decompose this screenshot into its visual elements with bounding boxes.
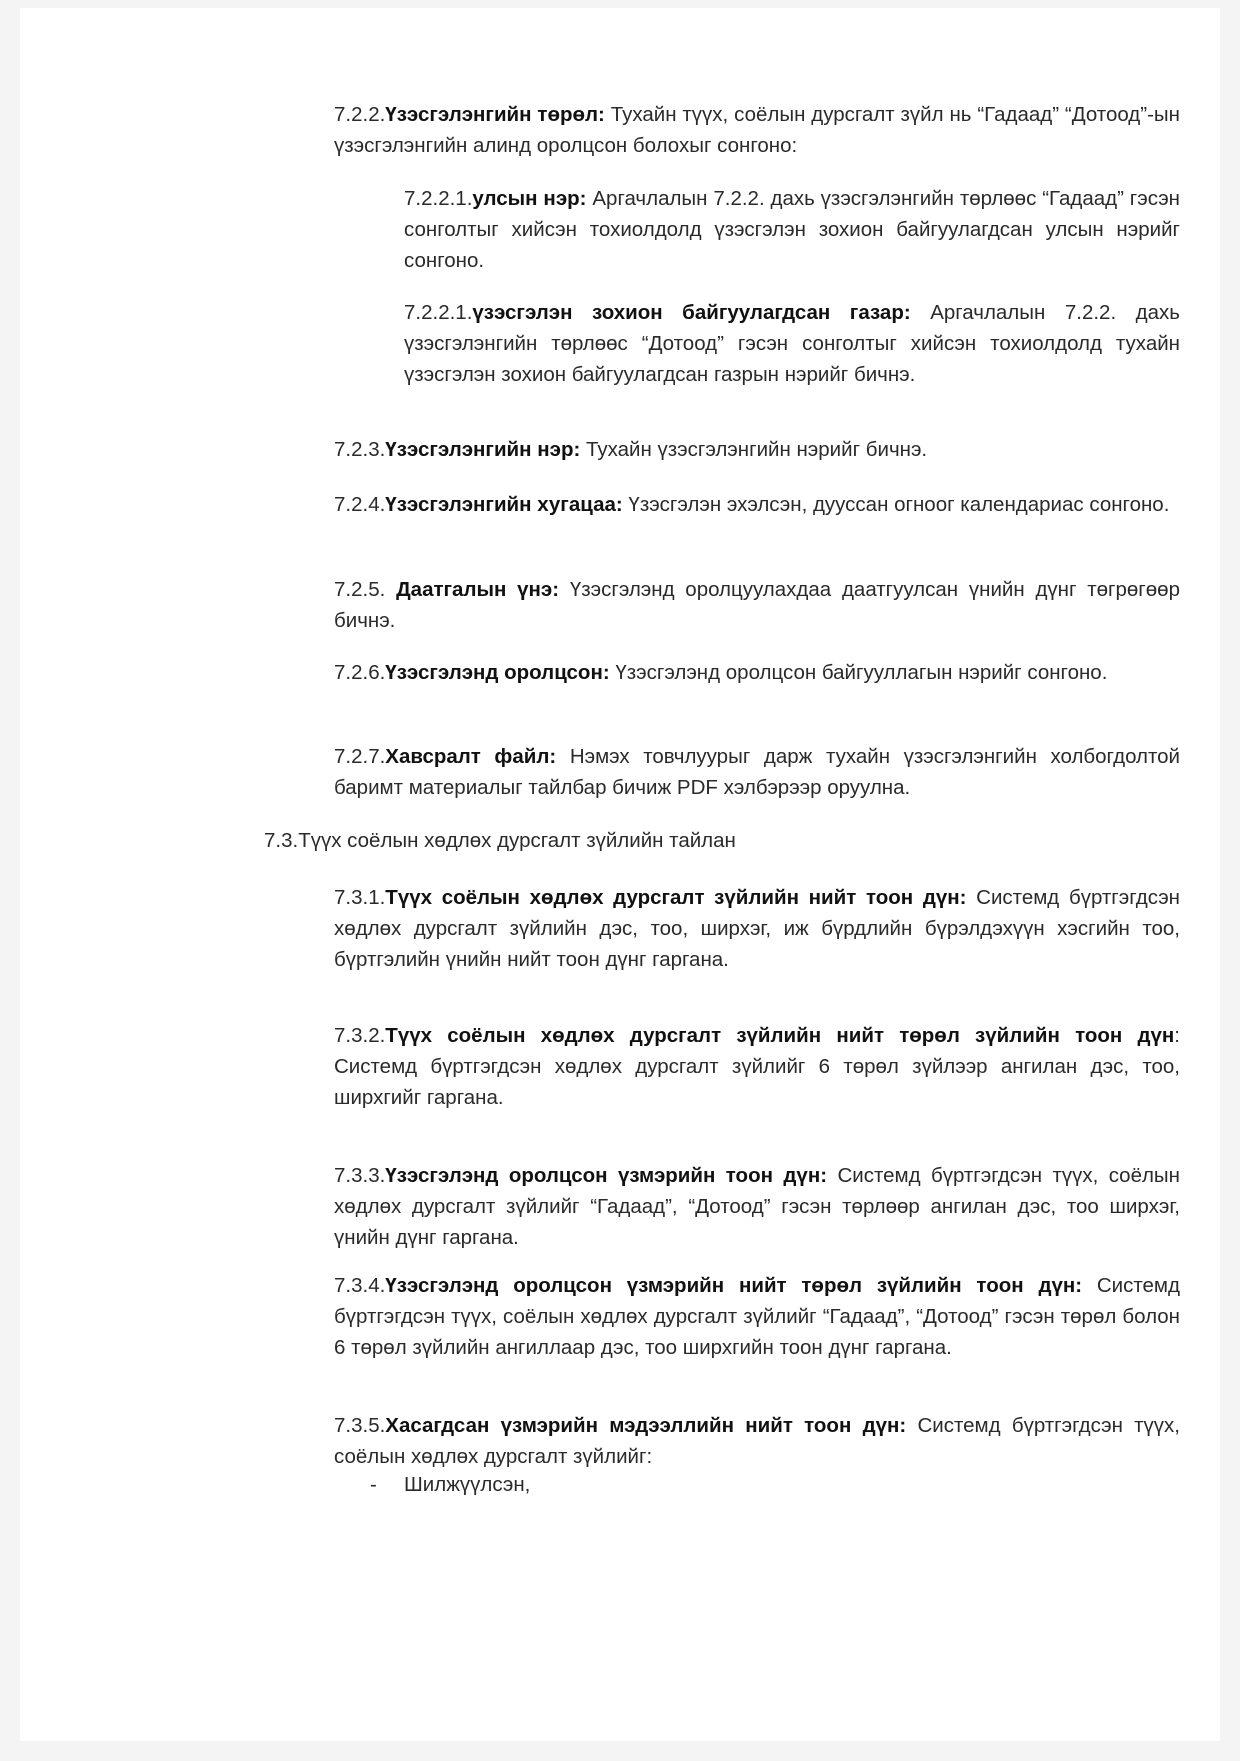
section-7-3-5: 7.3.5.Хасагдсан үзмэрийн мэдээллийн нийт тоон дүн: Системд бүртгэгдсэн түүх, соёлын хөдлөх дурсгалт зүйлийг: [334, 1414, 1180, 1468]
section-7-2-4: 7.2.4.Үзэсгэлэнгийн хугацаа: Үзэсгэлэн эхэлсэн, дууссан огноог календариас сонгоно. [334, 493, 1170, 516]
section-7-2-2: 7.2.2.Үзэсгэлэнгийн төрөл: Тухайн түүх, соёлын дурсгалт зүйл нь “Гадаад” “Дотоод”-ын үзэсгэлэнгийн алинд оролцсон болохыг сонгоно: [334, 103, 1180, 157]
section-7-3-3: 7.3.3.Үзэсгэлэнд оролцсон үзмэрийн тоон дүн: Системд бүртгэгдсэн түүх, соёлын хөдлөх дурсгалт зүйлийг “Гадаад”, “Дотоод” гэсэн төрлөөр ангилан дэс, тоо ширхэг, үнийн дүнг гаргана. [334, 1164, 1180, 1249]
section-7-2-2-1-country: 7.2.2.1.улсын нэр: Аргачлалын 7.2.2. дахь үзэсгэлэнгийн төрлөөс “Гадаад” гэсэн сонголтыг хийсэн тохиолдолд үзэсгэлэн зохион байгуулагдсан улсын нэрийг сонгоно. [404, 187, 1181, 272]
section-7-2-7: 7.2.7.Хавсралт файл: Нэмэх товчлуурыг дарж тухайн үзэсгэлэнгийн холбогдолтой баримт материалыг тайлбар бичиж PDF хэлбэрээр оруулна. [334, 745, 1180, 799]
section-7-3-heading: 7.3.Түүх соёлын хөдлөх дурсгалт зүйлийн тайлан [264, 829, 736, 852]
section-7-2-6: 7.2.6.Үзэсгэлэнд оролцсон: Үзэсгэлэнд оролцсон байгууллагын нэрийг сонгоно. [334, 661, 1108, 684]
section-7-2-3: 7.2.3.Үзэсгэлэнгийн нэр: Тухайн үзэсгэлэнгийн нэрийг бичнэ. [334, 438, 928, 461]
section-7-2-2-1-location: 7.2.2.1.үзэсгэлэн зохион байгуулагдсан газар: Аргачлалын 7.2.2. дахь үзэсгэлэнгийн төрлөөс “Дотоод” гэсэн сонголтыг хийсэн тохиолдолд тухайн үзэсгэлэн зохион байгуулагдсан газрын нэрийг бичнэ. [404, 301, 1180, 386]
document-page [20, 8, 1220, 1741]
section-7-2-5: 7.2.5. Даатгалын үнэ: Үзэсгэлэнд оролцуулахдаа даатгуулсан үнийн дүнг төгрөгөөр бичнэ. [334, 578, 1180, 632]
section-7-3-4: 7.3.4.Үзэсгэлэнд оролцсон үзмэрийн нийт төрөл зүйлийн тоон дүн: Системд бүртгэгдсэн түүх, соёлын хөдлөх дурсгалт зүйлийг “Гадаад”, “Дотоод” гэсэн төрөл болон 6 төрөл зүйлийн ангиллаар дэс, тоо ширхгийн тоон дүнг гаргана. [334, 1274, 1180, 1359]
section-7-3-1: 7.3.1.Түүх соёлын хөдлөх дурсгалт зүйлийн нийт тоон дүн: Системд бүртгэгдсэн хөдлөх дурсгалт зүйлийн дэс, тоо, ширхэг, иж бүрдлийн бүрэлдэхүүн хэсгийн тоо, бүртгэлийн үнийн нийт тоон дүнг гаргана. [334, 886, 1180, 971]
list-item: - Шилжүүлсэн, [370, 1473, 531, 1496]
section-7-3-2: 7.3.2.Түүх соёлын хөдлөх дурсгалт зүйлийн нийт төрөл зүйлийн тоон дүн: Системд бүртгэгдсэн хөдлөх дурсгалт зүйлийг 6 төрөл зүйлээр ангилан дэс, тоо, ширхгийг гаргана. [334, 1024, 1180, 1109]
